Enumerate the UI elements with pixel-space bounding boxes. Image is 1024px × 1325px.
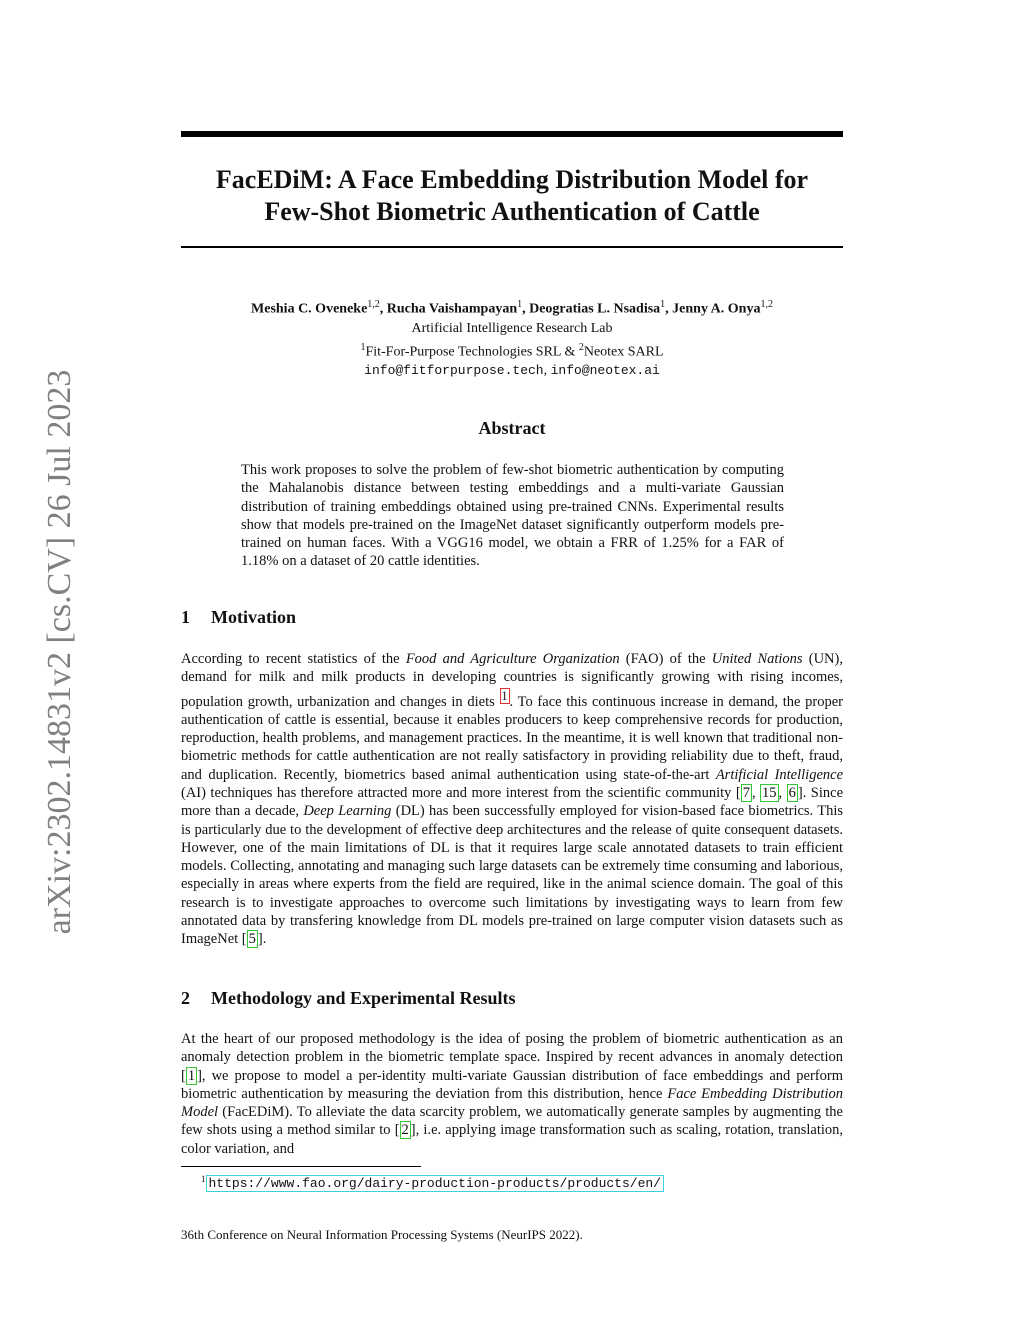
footnote-url-link[interactable]: https://www.fao.org/dairy-production-products/products/en/ — [206, 1175, 664, 1192]
title-rule-top — [181, 131, 843, 137]
email-2[interactable]: info@neotex.ai — [550, 363, 660, 379]
author-4: Jenny A. Onya — [672, 301, 761, 317]
s1-text-e: (AI) techniques has therefore attracted more and more interest from the scientific community [ — [181, 784, 741, 801]
title-rule-bottom — [181, 246, 843, 248]
author-2: Rucha Vaishampayan — [386, 301, 518, 317]
s2-text-b: ], we propose to model a per-identity multi-variate Gaussian distribution of face embeddings and perform biometric authentication by measuring the deviation from this distribution, hence — [181, 1067, 843, 1102]
s1-dl: Deep Learning — [303, 803, 392, 820]
conference-note: 36th Conference on Neural Information Processing Systems (NeurIPS 2022). — [181, 1227, 583, 1242]
s1-text-a: According to recent statistics of the — [181, 651, 406, 667]
citation-1[interactable]: 1 — [187, 1067, 196, 1084]
footnote-ref-1[interactable]: 1 — [501, 688, 508, 703]
affil-1: Fit-For-Purpose Technologies SRL & — [365, 344, 579, 360]
author-1-affil: 1,2 — [367, 299, 380, 310]
s2-text-c: (FacEDiM). To alleviate the data scarcity problem, we automatically generate samples by augmenting the few shots using a method similar to [ — [181, 1104, 843, 1139]
affil-2-marker: 2 — [578, 341, 584, 353]
section-2-title: Methodology and Experimental Results — [211, 988, 516, 1008]
s1-ai: Artificial Intelligence — [715, 766, 844, 783]
affil-2: Neotex SARL — [583, 344, 664, 360]
citation-15[interactable]: 15 — [762, 784, 777, 801]
author-2-affil: 1 — [517, 299, 523, 310]
author-names: Meshia C. Oveneke$^{1,2}$, Rucha Vaishampayan$^1$, Deogratias L. Nsadisa$^1$, Jenny A. Onya$^{1,2}$ — [251, 299, 773, 317]
section-2-number: 2 — [181, 988, 190, 1008]
s1-text-f: ]. Since more than a decade, — [181, 784, 844, 820]
abstract-heading: Abstract — [478, 418, 546, 438]
author-4-affil: 1,2 — [760, 299, 773, 310]
author-1: Meshia C. Oveneke — [251, 301, 368, 317]
section-1-heading — [181, 607, 296, 628]
affiliations — [181, 338, 843, 362]
author-3: Deogratias L. Nsadisa — [529, 301, 661, 317]
footnote — [201, 1174, 664, 1191]
author-block — [181, 295, 843, 380]
section-1-title: Motivation — [211, 607, 296, 627]
s1-fao: Food and Agriculture Organization — [405, 651, 620, 667]
section-1-number: 1 — [181, 607, 190, 627]
citation-2[interactable]: 2 — [401, 1122, 409, 1139]
s2-text-a: At the heart of our proposed methodology is the idea of posing the problem of biometric authentication as an anomaly detection problem in the biometric template space. Inspired by recent advances in anomaly detection [ — [181, 1031, 843, 1084]
s1-text-h: ]. — [257, 931, 267, 948]
abstract-text: This work proposes to solve the problem of few-shot biometric authentication by computing the Mahalanobis distance between testing embeddings and a multi-variate Gaussian distribution of training embeddings obtained using pre-trained CNNs. Experimental results show that models pre-trained on the ImageNet dataset significantly outperform models pre-trained on human faces. With a VGG16 model, we obtain a FRR of 1.25% for a FAR of 1.18% on a dataset of 20 cattle identities. — [241, 462, 784, 570]
citation-7[interactable]: 7 — [742, 784, 750, 801]
s1-text-d: . To face this continuous increase in demand, the proper authentication of cattle is essential, because it enables producers to keep comprehensive records for production, reproduction, health problems, and management practices. In the meantime, it is well known that traditional non-biometric methods for cattle authentication are not really satisfactory in providing reliability due to theft, fraud, and duplication. Recently, biometrics based animal authentication using state-of-the-art — [181, 693, 843, 783]
arxiv-stamp: arXiv:2302.14831v2 [cs.CV] 26 Jul 2023 — [41, 369, 78, 935]
section-1-paragraph: According to recent statistics of the Food and Agriculture Organization (FAO) of the United Nations (UN), demand for milk and milk products in developing countries is significantly growing with rising incomes, population growth, urbanization and changes in diets $^1$ . To face this continuous increase in demand, the proper authentication of cattle is essential, because it enables producers to keep comprehensive records for production, reproduction, health problems, and management practices. In the meantime, it is well known that traditional non-biometric methods for cattle authentication are not really satisfactory in providing reliability due to theft, fraud, and duplication. Recently, biometrics based animal authentication using state-of-the-art Artificial Intelligence (AI) techniques has therefore attracted more and more interest from the scientific community [ 7 , 15 , 6 ]. Since more than a decade, Deep Learning (DL) has been successfully employed for vision-based face biometrics. This is particularly due to the development of effective deep architectures and the release of quite consequent datasets. However, one of the main limitations of DL is that it requires large scale annotated datasets to train efficient models. Collecting, annotating and managing such large datasets can be extremely time consuming and laborious, especially in areas where experts from the field are required, like in the animal science domain. The goal of this research is to investigate approaches to overcome such limitations by investigating ways to learn from few annotated data by transfering knowledge from DL models pre-trained on large computer vision datasets such as ImageNet [ 5 ]. — [181, 651, 844, 948]
s2-text-d: ], i.e. applying image transformation such as scaling, rotation, translation, color variation, and — [181, 1122, 843, 1157]
affil-1-marker: 1 — [360, 341, 366, 353]
emails — [181, 361, 843, 380]
email-1[interactable]: info@fitforpurpose.tech — [364, 363, 544, 379]
title-line-2: Few-Shot Biometric Authentication of Cattle — [264, 197, 760, 226]
section-2-heading — [181, 988, 516, 1009]
footnote-marker: 1 — [201, 1174, 206, 1184]
footnote-rule — [181, 1166, 421, 1167]
citation-6[interactable]: 6 — [788, 784, 796, 801]
paper-title — [181, 164, 843, 228]
s1-un: United Nations — [711, 651, 803, 667]
lab-name: Artificial Intelligence Research Lab — [411, 320, 613, 336]
s1-text-c: (UN), demand for milk and milk products in developing countries is significantly growing with rising incomes, population growth, urbanization and changes in diets — [181, 651, 843, 710]
s1-text-g: (DL) has been successfully employed for vision-based face biometrics. This is particularly due to the development of effective deep architectures and the release of quite consequent datasets. However, one of the main limitations of DL is that it requires large scale annotated datasets to train efficient models. Collecting, annotating and managing such large datasets can be extremely time consuming and laborious, especially in areas where experts from the field are required, like in the animal science domain. The goal of this research is to investigate approaches to overcome such limitations by investigating ways to learn from few annotated data by transfering knowledge from DL models pre-trained on large computer vision datasets such as ImageNet [ — [181, 803, 844, 948]
s2-model-name: Face Embedding Distribution Model — [181, 1085, 843, 1121]
section-2-paragraph — [181, 1030, 843, 1158]
title-line-1: FacEDiM: A Face Embedding Distribution Model for — [215, 165, 809, 194]
s1-text-b: (FAO) of the — [619, 651, 712, 667]
citation-5[interactable]: 5 — [248, 931, 256, 948]
email-separator: , — [543, 363, 551, 379]
author-3-affil: 1 — [660, 299, 666, 310]
